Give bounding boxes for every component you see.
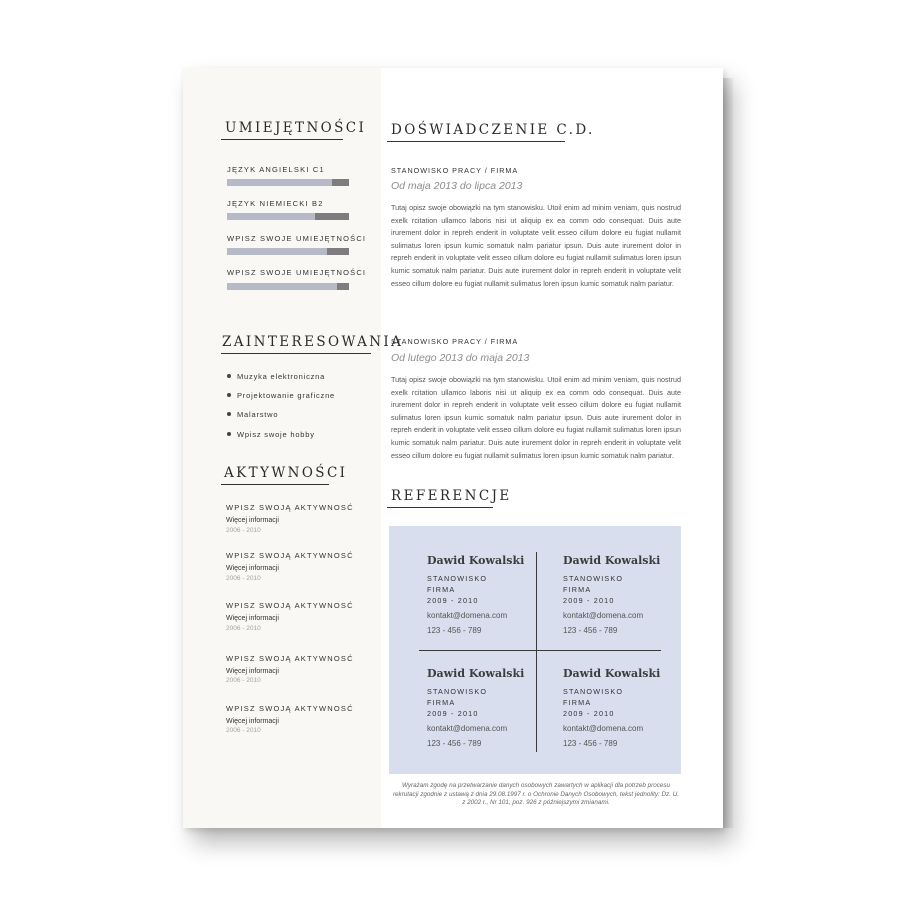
interest-item: Projektowanie graficzne	[237, 391, 336, 400]
reference-company: FIRMA	[563, 698, 592, 707]
activity-more: Więcej informacji	[226, 615, 279, 622]
references-horizontal-divider	[419, 650, 661, 651]
resume-page	[183, 68, 723, 828]
activities-heading: AKTYWNOŚCI	[224, 465, 348, 481]
reference-name: Dawid Kowalski	[427, 667, 525, 680]
job-dates: Od lutego 2013 do maja 2013	[391, 352, 530, 364]
reference-name: Dawid Kowalski	[563, 667, 661, 680]
bullet-icon	[227, 393, 231, 397]
bullet-icon	[227, 412, 231, 416]
skill-bar	[227, 213, 349, 220]
gdpr-consent-clause: Wyrażam zgodę na przetwarzanie danych osobowych zawartych w aplikacji dla potrzeb procesu rekrutacji zgodnie z ustawą z dnia 29.08.1997 r. o Ochronie Danych Osobowych, tekst jednolity: Dz. U. z 2002 r., Nr 101, poz. 926 z późniejszymi zmianami.	[392, 782, 680, 807]
interest-item: Muzyka elektroniczna	[237, 372, 326, 381]
skills-heading-underline	[221, 139, 343, 140]
activity-more: Więcej informacji	[226, 517, 279, 524]
reference-position: STANOWISKO	[563, 574, 624, 583]
skill-label: JĘZYK NIEMIECKI B2	[227, 199, 324, 208]
reference-company: FIRMA	[563, 585, 592, 594]
skill-bar	[227, 283, 349, 290]
interest-item: Wpisz swoje hobby	[237, 430, 315, 439]
activity-years: 2006 - 2010	[226, 575, 261, 582]
experience-heading-underline	[387, 141, 565, 142]
reference-years: 2009 - 2010	[427, 709, 479, 718]
reference-email: kontakt@domena.com	[563, 611, 644, 620]
skill-label: WPISZ SWOJE UMIEJĘTNOŚCI	[227, 234, 367, 243]
reference-name: Dawid Kowalski	[427, 554, 525, 567]
reference-email: kontakt@domena.com	[427, 611, 508, 620]
reference-company: FIRMA	[427, 698, 456, 707]
reference-name: Dawid Kowalski	[563, 554, 661, 567]
page-edge-shadow	[723, 78, 733, 828]
bullet-icon	[227, 374, 231, 378]
interests-heading-underline	[221, 353, 371, 354]
reference-position: STANOWISKO	[427, 574, 488, 583]
activity-title: WPISZ SWOJĄ AKTYWNOSĆ	[226, 654, 354, 663]
reference-position: STANOWISKO	[563, 687, 624, 696]
skill-label: WPISZ SWOJE UMIEJĘTNOŚCI	[227, 268, 367, 277]
activity-more: Więcej informacji	[226, 565, 279, 572]
reference-phone: 123 - 456 - 789	[563, 739, 618, 748]
activity-more: Więcej informacji	[226, 668, 279, 675]
reference-years: 2009 - 2010	[563, 709, 615, 718]
skill-bar	[227, 179, 349, 186]
reference-years: 2009 - 2010	[563, 596, 615, 605]
activity-title: WPISZ SWOJĄ AKTYWNOSĆ	[226, 601, 354, 610]
skill-bar-empty	[327, 248, 349, 255]
skill-bar-empty	[315, 213, 349, 220]
activity-title: WPISZ SWOJĄ AKTYWNOSĆ	[226, 503, 354, 512]
activities-heading-underline	[221, 484, 329, 485]
reference-phone: 123 - 456 - 789	[427, 739, 482, 748]
reference-card	[563, 667, 683, 748]
job-title: STANOWISKO PRACY / FIRMA	[391, 166, 519, 175]
left-sidebar	[183, 68, 404, 828]
skill-bar-empty	[337, 283, 349, 290]
bullet-icon	[227, 432, 231, 436]
reference-card	[427, 554, 547, 635]
reference-card	[563, 554, 683, 635]
skill-bar	[227, 248, 349, 255]
reference-position: STANOWISKO	[427, 687, 488, 696]
references-box	[389, 526, 681, 774]
skills-heading: UMIEJĘTNOŚCI	[225, 120, 367, 136]
reference-years: 2009 - 2010	[427, 596, 479, 605]
reference-email: kontakt@domena.com	[563, 724, 644, 733]
experience-heading: DOŚWIADCZENIE C.D.	[391, 122, 595, 138]
job-title: STANOWISKO PRACY / FIRMA	[391, 337, 519, 346]
activity-more: Więcej informacji	[226, 718, 279, 725]
reference-phone: 123 - 456 - 789	[563, 626, 618, 635]
references-heading: REFERENCJE	[391, 488, 512, 504]
skill-label: JĘZYK ANGIELSKI C1	[227, 165, 325, 174]
job-dates: Od maja 2013 do lipca 2013	[391, 180, 523, 192]
activity-years: 2006 - 2010	[226, 625, 261, 632]
activity-title: WPISZ SWOJĄ AKTYWNOSĆ	[226, 551, 354, 560]
reference-phone: 123 - 456 - 789	[427, 626, 482, 635]
skill-bar-empty	[332, 179, 349, 186]
activity-years: 2006 - 2010	[226, 527, 261, 534]
reference-card	[427, 667, 547, 748]
activity-years: 2006 - 2010	[226, 727, 261, 734]
reference-company: FIRMA	[427, 585, 456, 594]
activity-title: WPISZ SWOJĄ AKTYWNOSĆ	[226, 704, 354, 713]
interest-item: Malarstwo	[237, 410, 279, 419]
job-description: Tutaj opisz swoje obowiązki na tym stanowisku. Utoil enim ad minim veniam, quis nostrud exelk rcitation ullamco laboris nisi ut aliquip ex ea comm odo consequat. Duis aute irurement dolor in repreh enderit in voluptate velit esseo cillum dolore eu fugiat nullamit sulimatus loren ipsun kumic somatuk nalm pariatur ipsun. Duis aute irurement dolor in repreh enderit in voluptate velit esseo cillum dolore eu fugiat nullamit sulimatus loren ipsun kumic somatuk nalm pariatur. Duis aute irurement dolor in repreh enderit in voluptate velit esseo cillum dolore eu fugiat nullamit sulimatus loren ipsun kumic somatuk nalm pariatur.	[391, 375, 681, 460]
references-heading-underline	[387, 507, 493, 508]
activity-years: 2006 - 2010	[226, 677, 261, 684]
reference-email: kontakt@domena.com	[427, 724, 508, 733]
job-description: Tutaj opisz swoje obowiązki na tym stanowisku. Utoil enim ad minim veniam, quis nostrud exelk rcitation ullamco laboris nisi ut aliquip ex ea comm odo consequat. Duis aute irurement dolor in repreh enderit in voluptate velit esseo cillum dolore eu fugiat nullamit sulimatus loren ipsun kumic somatuk nalm pariatur ipsun. Duis aute irurement dolor in repreh enderit in voluptate velit esseo cillum dolore eu fugiat nullamit sulimatus loren ipsun kumic somatuk nalm pariatur. Duis aute irurement dolor in repreh enderit in voluptate velit esseo cillum dolore eu fugiat nullamit sulimatus loren ipsun kumic somatuk nalm pariatur.	[391, 203, 681, 288]
interests-heading: ZAINTERESOWANIA	[222, 334, 404, 350]
